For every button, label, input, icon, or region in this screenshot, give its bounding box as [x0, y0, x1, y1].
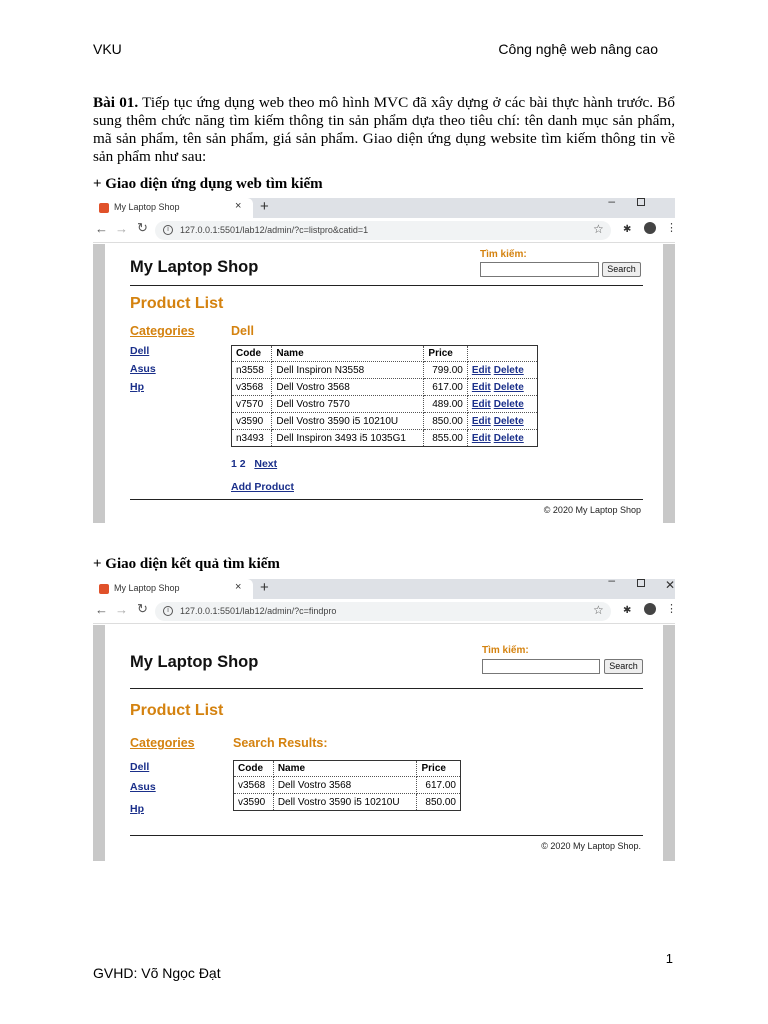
doc-footer-left: GVHD: Võ Ngọc Đạt	[93, 965, 221, 981]
column-header-actions	[467, 346, 537, 362]
table-row	[232, 413, 538, 430]
search-button[interactable]: Search	[602, 262, 641, 277]
url-text[interactable]: 127.0.0.1:5501/lab12/admin/?c=findpro	[180, 606, 337, 616]
browser-screenshot-findpro	[93, 573, 677, 861]
delete-link[interactable]: Delete	[493, 415, 524, 427]
extensions-icon[interactable]: ✱	[623, 605, 632, 616]
page-content	[105, 625, 663, 861]
category-link-dell[interactable]: Dell	[130, 345, 150, 357]
tab-bar	[93, 194, 675, 218]
edit-link[interactable]: Edit	[471, 415, 491, 427]
category-link-dell[interactable]: Dell	[130, 761, 150, 773]
cell-name: Dell Inspiron 3493 i5 1035G1	[272, 430, 424, 447]
cell-name: Dell Vostro 3568	[272, 379, 424, 396]
cell-price: 617.00	[417, 777, 461, 794]
page-viewport	[93, 625, 675, 861]
cell-actions	[467, 413, 537, 430]
cell-code: v7570	[232, 396, 272, 413]
categories-title: Categories	[130, 324, 195, 338]
close-window-icon[interactable]: ✕	[664, 578, 675, 592]
table-row	[234, 777, 461, 794]
column-header-name: Name	[273, 761, 417, 777]
cell-actions	[467, 379, 537, 396]
maximize-icon[interactable]	[637, 579, 645, 587]
results-table	[233, 760, 461, 811]
minimize-icon[interactable]: –	[608, 573, 615, 587]
tab-close-icon[interactable]: ×	[235, 200, 242, 212]
forward-icon[interactable]: →	[115, 602, 128, 617]
browser-tab[interactable]	[93, 198, 253, 218]
table-row	[232, 430, 538, 447]
search-input[interactable]	[482, 659, 600, 674]
browser-tab[interactable]	[93, 579, 253, 599]
cell-price: 850.00	[417, 794, 461, 811]
cell-code: v3590	[232, 413, 272, 430]
cell-code: n3558	[232, 362, 272, 379]
menu-icon[interactable]: ⋮	[666, 222, 677, 234]
footer-divider	[130, 835, 643, 836]
info-icon[interactable]: i	[163, 225, 173, 235]
cell-price: 799.00	[424, 362, 467, 379]
cell-code: v3568	[234, 777, 274, 794]
cell-price: 855.00	[424, 430, 467, 447]
table-row	[232, 362, 538, 379]
page-current: 1	[231, 458, 237, 470]
doc-header-right: Công nghệ web nâng cao	[498, 41, 658, 57]
section-title-search-results: + Giao diện kết quả tìm kiếm	[93, 556, 280, 572]
cell-name: Dell Inspiron N3558	[272, 362, 424, 379]
menu-icon[interactable]: ⋮	[666, 603, 677, 615]
page-number: 1	[665, 951, 673, 966]
site-title: My Laptop Shop	[130, 258, 259, 276]
category-link-asus[interactable]: Asus	[130, 781, 156, 793]
category-heading: Dell	[231, 324, 254, 338]
tab-close-icon[interactable]: ×	[235, 581, 242, 593]
column-header-code: Code	[234, 761, 274, 777]
browser-screenshot-listpro	[93, 194, 677, 523]
cell-actions	[467, 430, 537, 447]
column-header-price: Price	[417, 761, 461, 777]
category-link-asus[interactable]: Asus	[130, 363, 156, 375]
exercise-intro	[93, 94, 675, 166]
category-link-hp[interactable]: Hp	[130, 381, 144, 393]
reload-icon[interactable]: ↻	[137, 601, 148, 616]
account-icon[interactable]	[644, 222, 656, 234]
cell-price: 489.00	[424, 396, 467, 413]
table-row	[232, 396, 538, 413]
add-product-link[interactable]: Add Product	[231, 481, 294, 493]
minimize-icon[interactable]: –	[608, 194, 615, 208]
back-icon[interactable]: ←	[95, 221, 108, 236]
table-header-row	[232, 346, 538, 362]
cell-name: Dell Vostro 3568	[273, 777, 417, 794]
account-icon[interactable]	[644, 603, 656, 615]
footer-divider	[130, 499, 643, 500]
tab-bar	[93, 573, 675, 599]
doc-header-left: VKU	[93, 41, 122, 57]
column-header-price: Price	[424, 346, 467, 362]
product-list-title: Product List	[130, 702, 224, 719]
column-header-name: Name	[272, 346, 424, 362]
category-link-hp[interactable]: Hp	[130, 803, 144, 815]
back-icon[interactable]: ←	[95, 602, 108, 617]
address-bar	[93, 218, 675, 243]
table-row	[234, 794, 461, 811]
tab-title: My Laptop Shop	[114, 583, 180, 593]
next-page-link[interactable]: Next	[254, 458, 278, 470]
footer-copyright: © 2020 My Laptop Shop.	[541, 841, 641, 851]
url-text[interactable]: 127.0.0.1:5501/lab12/admin/?c=listpro&catid=1	[180, 225, 369, 235]
bookmark-star-icon[interactable]: ☆	[593, 603, 604, 617]
search-input[interactable]	[480, 262, 599, 277]
favicon-icon	[99, 584, 109, 594]
address-bar	[93, 599, 675, 624]
delete-link[interactable]: Delete	[493, 432, 524, 444]
cell-name: Dell Vostro 3590 i5 10210U	[272, 413, 424, 430]
search-button[interactable]: Search	[604, 659, 643, 674]
cell-code: n3493	[232, 430, 272, 447]
search-label: Tìm kiếm:	[482, 645, 529, 656]
cell-price: 617.00	[424, 379, 467, 396]
cell-name: Dell Vostro 3590 i5 10210U	[273, 794, 417, 811]
new-tab-icon[interactable]: +	[260, 198, 269, 215]
section-title-search-ui: + Giao diện ứng dụng web tìm kiếm	[93, 176, 323, 192]
exercise-label: Bài 01.	[93, 94, 139, 111]
edit-link[interactable]: Edit	[471, 432, 491, 444]
column-header-code: Code	[232, 346, 272, 362]
reload-icon[interactable]: ↻	[137, 220, 148, 235]
header-divider	[130, 688, 643, 689]
maximize-icon[interactable]	[637, 198, 645, 206]
product-list-title: Product List	[130, 295, 224, 312]
delete-link[interactable]: Delete	[493, 381, 524, 393]
table-header-row	[234, 761, 461, 777]
url-field[interactable]	[155, 602, 611, 621]
page-link-2[interactable]: 2	[239, 458, 246, 470]
page-viewport	[93, 244, 675, 523]
cell-code: v3590	[234, 794, 274, 811]
search-label: Tìm kiếm:	[480, 249, 527, 260]
info-icon[interactable]: i	[163, 606, 173, 616]
edit-link[interactable]: Edit	[471, 381, 491, 393]
cell-actions	[467, 396, 537, 413]
bookmark-star-icon[interactable]: ☆	[593, 222, 604, 236]
header-divider	[130, 285, 643, 286]
delete-link[interactable]: Delete	[493, 398, 524, 410]
pagination	[231, 458, 277, 470]
tab-title: My Laptop Shop	[114, 202, 180, 212]
forward-icon[interactable]: →	[115, 221, 128, 236]
cell-name: Dell Vostro 7570	[272, 396, 424, 413]
exercise-text: Tiếp tục ứng dụng web theo mô hình MVC đã xây dựng ở các bài thực hành trước. Bổ sung thêm chức năng tìm kiếm thông tin sản phẩm dựa theo tiêu chí: tên danh mục sản phẩm, mã sản phẩm, tên sản phẩm, giá sản phẩm. Giao diện ứng dụng website tìm kiếm thông tin về sản phẩm như sau:	[93, 94, 675, 165]
product-table	[231, 345, 538, 447]
table-row	[232, 379, 538, 396]
footer-copyright: © 2020 My Laptop Shop	[543, 505, 641, 515]
cell-code: v3568	[232, 379, 272, 396]
search-results-heading: Search Results:	[233, 736, 328, 750]
delete-link[interactable]: Delete	[493, 364, 524, 376]
edit-link[interactable]: Edit	[471, 364, 491, 376]
cell-actions	[467, 362, 537, 379]
page-content	[105, 244, 663, 523]
site-title: My Laptop Shop	[130, 653, 259, 671]
edit-link[interactable]: Edit	[471, 398, 491, 410]
favicon-icon	[99, 203, 109, 213]
url-field[interactable]	[155, 221, 611, 240]
categories-title: Categories	[130, 736, 195, 750]
new-tab-icon[interactable]: +	[260, 579, 269, 596]
cell-price: 850.00	[424, 413, 467, 430]
extensions-icon[interactable]: ✱	[623, 224, 632, 235]
